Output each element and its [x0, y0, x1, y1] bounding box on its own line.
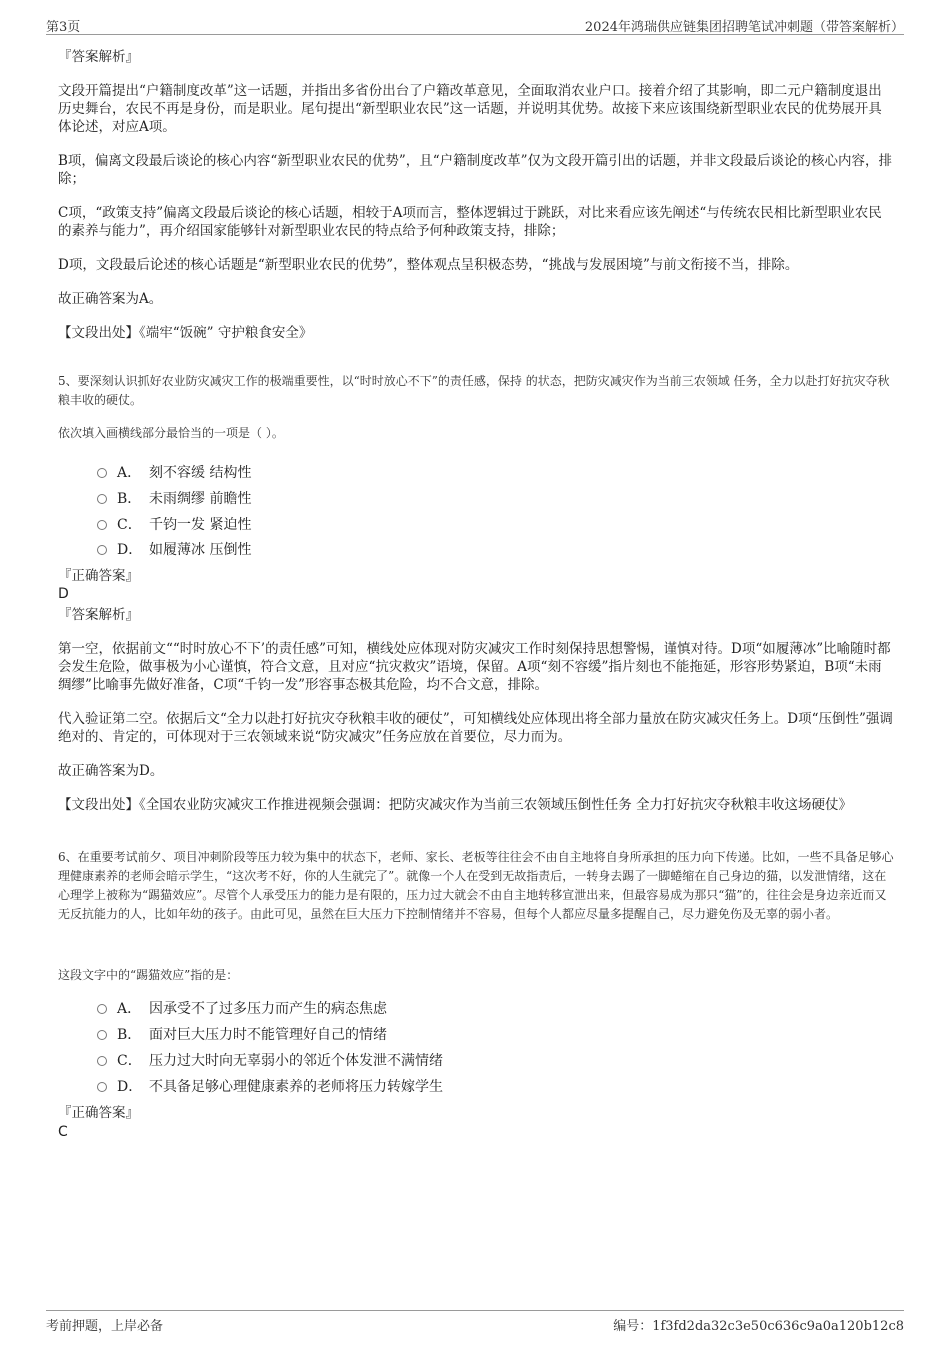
footer-slogan: 考前押题，上岸必备 — [46, 1319, 164, 1334]
document-id: 编号：1f3fd2da32c3e50c636c9a0a120b12c8 — [613, 1319, 904, 1334]
q4-analysis-p2: B项，偏离文段最后谈论的核心内容“新型职业农民的优势”，且“户籍制度改革”仅为文段开篇引出的话题，并非文段最后谈论的核心内容，排除； — [58, 153, 893, 187]
radio-icon[interactable] — [97, 545, 107, 555]
q6-option-b[interactable]: B． 面对巨大压力时不能管理好自己的情绪 — [97, 1024, 387, 1044]
q5-analysis-p1: 第一空，依据前文““时时放心不下’的责任感”可知，横线处应体现对防灾减灾工作时刻保持思想警惕，谨慎对待。D项“如履薄冰”比喻随时都会发生危险，做事极为小心谨慎，符合文意，且对应“抗灾救灾”语境，保留。A项“刻不容缓”指片刻也不能拖延，形容形势紧迫，B项“未雨绸缪”比喻事先做好准备，C项“千钧一发”形容事态极其危险，均不合文意，排除。 — [58, 641, 891, 693]
radio-icon[interactable] — [97, 494, 107, 504]
q4-analysis-p4: D项，文段最后论述的核心话题是“新型职业农民的优势”，整体观点呈积极态势，“挑战与发展困境”与前文衔接不当，排除。 — [58, 257, 799, 273]
q4-analysis-heading: 『答案解析』 — [58, 49, 139, 65]
q5-option-b[interactable]: B． 未雨绸缪 前瞻性 — [97, 488, 251, 508]
q6-option-d[interactable]: D． 不具备足够心理健康素养的老师将压力转嫁学生 — [97, 1076, 443, 1096]
radio-icon[interactable] — [97, 1004, 107, 1014]
q5-option-c[interactable]: C． 千钧一发 紧迫性 — [97, 514, 251, 534]
q4-source: 【文段出处】《端牢“饭碗” 守护粮食安全》 — [58, 325, 313, 341]
q6-option-c[interactable]: C． 压力过大时向无辜弱小的邻近个体发泄不满情绪 — [97, 1050, 443, 1070]
document-title: 2024年鸿瑞供应链集团招聘笔试冲刺题（带答案解析） — [584, 20, 904, 35]
q6-prompt: 这段文字中的“踢猫效应”指的是： — [58, 968, 239, 982]
page-number: 第3页 — [46, 20, 81, 35]
q4-answer-line: 故正确答案为A。 — [58, 291, 163, 307]
q5-answer: D — [58, 586, 69, 602]
q5-stem: 5、要深刻认识抓好农业防灾减灾工作的极端重要性，以“时时放心不下”的责任感，保持 的状态，把防灾减灾作为当前三农领域 任务，全力以赴打好抗灾夺秋粮丰收的硬仗。 — [58, 374, 890, 407]
q5-answer-heading: 『正确答案』 — [58, 568, 139, 584]
radio-icon[interactable] — [97, 520, 107, 530]
q6-option-a[interactable]: A． 因承受不了过多压力而产生的病态焦虑 — [97, 998, 387, 1018]
radio-icon[interactable] — [97, 1056, 107, 1066]
q5-source: 【文段出处】《全国农业防灾减灾工作推进视频会强调：把防灾减灾作为当前三农领域压倒性任务 全力打好抗灾夺秋粮丰收这场硬仗》 — [58, 797, 853, 813]
radio-icon[interactable] — [97, 1082, 107, 1092]
q6-answer: C — [58, 1124, 68, 1140]
page-footer — [46, 1310, 904, 1333]
q5-option-d[interactable]: D． 如履薄冰 压倒性 — [97, 539, 251, 559]
q5-option-a[interactable]: A． 刻不容缓 结构性 — [97, 462, 251, 482]
q4-analysis-p1: 文段开篇提出“户籍制度改革”这一话题，并指出多省份出台了户籍改革意见，全面取消农业户口。接着介绍了其影响，即二元户籍制度退出历史舞台，农民不再是身份，而是职业。尾句提出“新型职业农民”这一话题，并说明其优势。故接下来应该围绕新型职业农民的优势展开具体论述，对应A项。 — [58, 83, 882, 135]
q4-analysis-p3: C项，“政策支持”偏离文段最后谈论的核心话题，相较于A项而言，整体逻辑过于跳跃，对比来看应该先阐述“与传统农民相比新型职业农民的素养与能力”，再介绍国家能够针对新型职业农民的特点给予何种政策支持，排除； — [58, 205, 882, 239]
radio-icon[interactable] — [97, 468, 107, 478]
q6-stem: 6、在重要考试前夕、项目冲刺阶段等压力较为集中的状态下，老师、家长、老板等往往会不由自主地将自身所承担的压力向下传递。比如，一些不具备足够心理健康素养的老师会暗示学生，“这次考不好，你的人生就完了”。就像一个人在受到无故指责后，一转身去踢了一脚蜷缩在自己身边的猫，以发泄情绪，这在心理学上被称为“踢猫效应”。尽管个人承受压力的能力是有限的，压力过大就会不由自主地转移宣泄出来，但最容易成为那只“猫”的，往往会是身边亲近而又无反抗能力的人，比如年幼的孩子。由此可见，虽然在巨大压力下控制情绪并不容易，但每个人都应尽量多提醒自己，尽力避免伤及无辜的弱小者。 — [58, 850, 894, 921]
radio-icon[interactable] — [97, 1030, 107, 1040]
page-header — [46, 14, 904, 35]
q5-prompt: 依次填入画横线部分最恰当的一项是（ ）。 — [58, 426, 284, 440]
q6-answer-heading: 『正确答案』 — [58, 1105, 139, 1121]
q5-analysis-heading: 『答案解析』 — [58, 607, 139, 623]
q5-answer-line: 故正确答案为D。 — [58, 763, 164, 779]
q5-analysis-p2: 代入验证第二空。依据后文“全力以赴打好抗灾夺秋粮丰收的硬仗”，可知横线处应体现出将全部力量放在防灾减灾任务上。D项“压倒性”强调绝对的、肯定的，可体现对于三农领域来说“防灾减灾”任务应放在首要位，尽力而为。 — [58, 711, 893, 745]
